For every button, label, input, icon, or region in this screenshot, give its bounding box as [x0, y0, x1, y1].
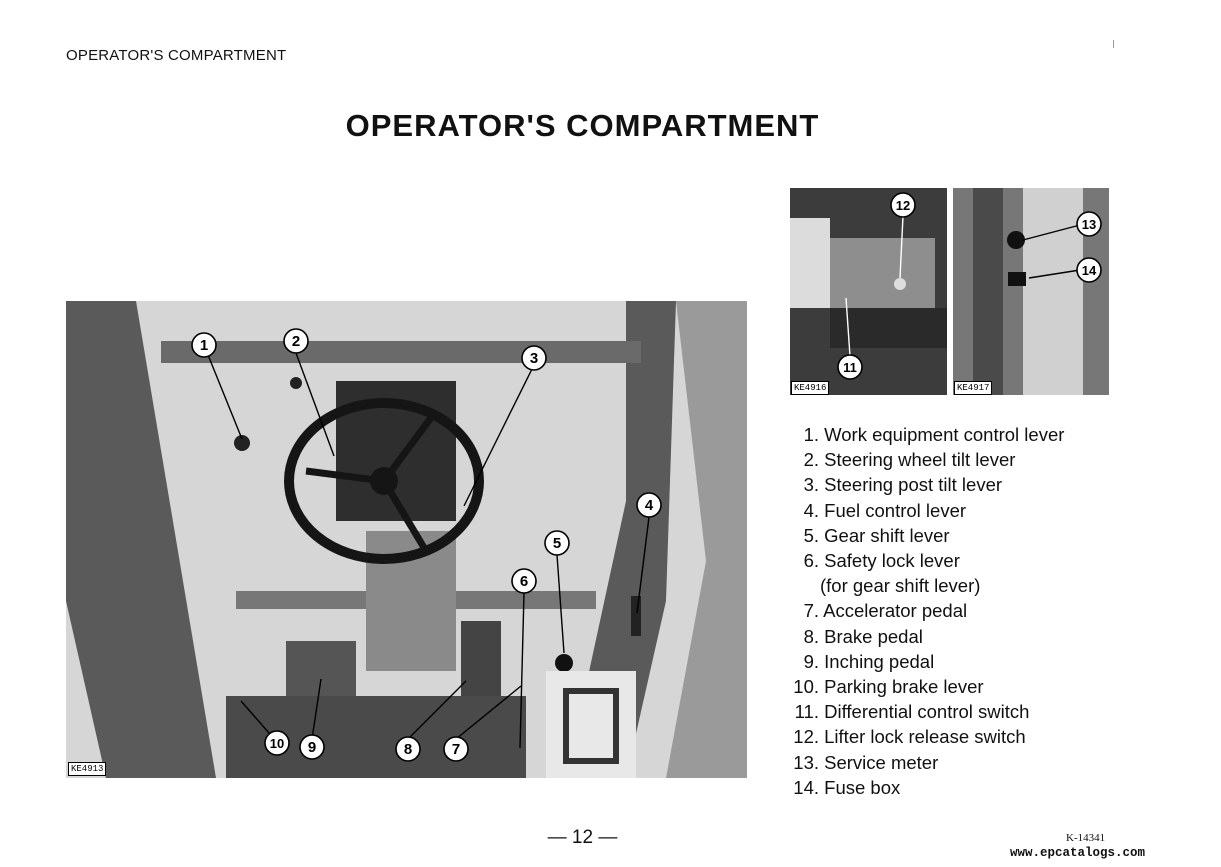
detail-photo-a	[790, 188, 947, 395]
callout-4	[637, 493, 661, 517]
callout-6	[512, 569, 536, 593]
legend-item: 4. Fuel control lever	[803, 499, 967, 521]
callout-1	[192, 333, 216, 357]
photo-code-b: KE4917	[954, 381, 992, 395]
callout-12	[891, 193, 915, 217]
legend-item: 3. Steering post tilt lever	[803, 474, 1003, 496]
svg-text:11: 11	[843, 360, 857, 375]
detail-b-illustration	[953, 188, 1109, 395]
callout-9	[300, 735, 324, 759]
svg-text:1: 1	[199, 337, 209, 354]
callout-7	[444, 737, 468, 761]
photo-code-main: KE4913	[68, 762, 106, 776]
svg-text:9: 9	[307, 739, 317, 756]
svg-text:5: 5	[552, 535, 562, 552]
document-reference: K-14341	[1066, 832, 1106, 844]
legend-subtext: (for gear shift lever)	[820, 575, 981, 597]
scan-mark	[1113, 40, 1114, 48]
svg-text:7: 7	[451, 741, 461, 758]
legend-item: 12. Lifter lock release switch	[793, 726, 1026, 748]
parts-legend	[786, 422, 1064, 800]
callout-13	[1077, 212, 1101, 236]
cab-photo	[66, 301, 747, 778]
callout-14	[1077, 258, 1101, 282]
watermark-text: www.epcatalogs.com	[1010, 846, 1146, 860]
svg-text:12: 12	[895, 198, 911, 213]
callout-5	[545, 531, 569, 555]
callout-3	[522, 346, 546, 370]
svg-text:13: 13	[1081, 217, 1097, 232]
detail-photo-b	[953, 188, 1109, 395]
legend-item: 10. Parking brake lever	[793, 676, 984, 698]
legend-item: 6. Safety lock lever (for gear shift lever)	[786, 548, 1064, 598]
legend-item: 7. Accelerator pedal	[803, 600, 968, 622]
photo-code-a: KE4916	[791, 381, 829, 395]
legend-item: 5. Gear shift lever	[803, 524, 950, 546]
svg-text:4: 4	[644, 497, 654, 514]
svg-text:10: 10	[269, 736, 285, 751]
svg-text:2: 2	[291, 333, 301, 350]
page-number: — 12 —	[547, 827, 618, 848]
legend-item: 9. Inching pedal	[803, 650, 935, 672]
cab-illustration	[66, 301, 747, 778]
legend-item: 2. Steering wheel tilt lever	[803, 449, 1016, 471]
legend-item: 11. Differential control switch	[794, 701, 1030, 723]
callout-10	[265, 731, 289, 755]
svg-text:8: 8	[403, 741, 413, 758]
callout-11	[838, 355, 862, 379]
legend-item: 14. Fuse box	[793, 776, 901, 798]
svg-text:3: 3	[529, 350, 539, 367]
callout-2	[284, 329, 308, 353]
svg-text:14: 14	[1081, 263, 1097, 278]
legend-item: 8. Brake pedal	[803, 625, 923, 647]
legend-item: 1. Work equipment control lever	[803, 424, 1065, 445]
page-title: OPERATOR'S COMPARTMENT	[345, 108, 820, 143]
svg-text:6: 6	[519, 573, 529, 590]
legend-item: 13. Service meter	[793, 751, 939, 773]
running-header: OPERATOR'S COMPARTMENT	[66, 47, 287, 64]
callout-8	[396, 737, 420, 761]
detail-a-illustration	[790, 188, 947, 395]
